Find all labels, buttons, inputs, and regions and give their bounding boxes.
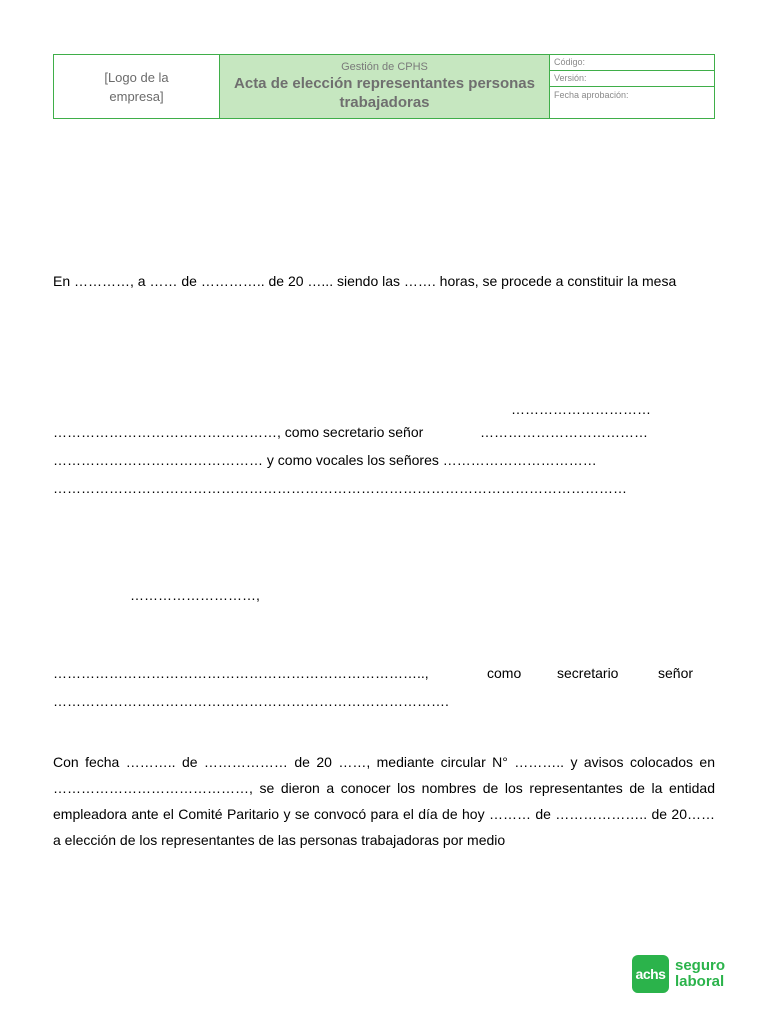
document-header-table — [53, 54, 715, 119]
achs-wordmark — [675, 958, 725, 990]
header-title-cell — [220, 55, 550, 118]
achs-word-laboral: laboral — [675, 973, 725, 990]
body-line-2b: ……………………………… — [480, 424, 648, 440]
body-line-3: ……………………………………… y como vocales los señores …………………………… — [53, 452, 597, 468]
body-line-7: …………………………………………………………………………. — [53, 693, 449, 709]
header-supertitle: Gestión de CPHS — [341, 61, 428, 73]
body-line-6c: secretario — [557, 665, 619, 681]
body-line-6a: …………………………………………………………………….., — [53, 665, 429, 681]
header-meta-cell — [550, 55, 714, 118]
version-label: Versión: — [550, 71, 714, 87]
body-line-4: …………………………………………………………………………………………………………… — [53, 480, 627, 496]
body-line-6b: como — [487, 665, 522, 681]
achs-badge: achs — [632, 955, 669, 993]
fecha-aprobacion-label: Fecha aprobación: — [554, 90, 629, 100]
achs-logo — [632, 955, 725, 993]
body-dots-a: ………………………… — [511, 401, 651, 417]
body-paragraph: Con fecha ……….. de ……………… de 20 ……, mediante circular N° ……….. y avisos colocados en ……………………………………, se dieron a conocer los nombres de los representantes de la entidad empleadora ante el Comité Paritario y se convocó para el día de hoy ……… de ……………….. de 20…… a elección de los representantes de las personas trabajadoras por medio — [53, 754, 715, 848]
body-line-6d: señor — [658, 665, 694, 681]
body-line-2a: …………………………………………, como secretario señor — [53, 424, 424, 440]
body-line-1: En …………, a …… de ………….. de 20 …... siendo las ……. horas, se procede a constituir la mesa — [53, 273, 677, 289]
achs-word-seguro: seguro — [675, 957, 726, 974]
body-line-5: ………………………, — [130, 587, 260, 603]
codigo-label: Código: — [550, 55, 714, 71]
logo-placeholder: [Logo de la empresa] — [54, 55, 220, 118]
document-title: Acta de elección representantes personas trabajadoras — [234, 75, 535, 111]
